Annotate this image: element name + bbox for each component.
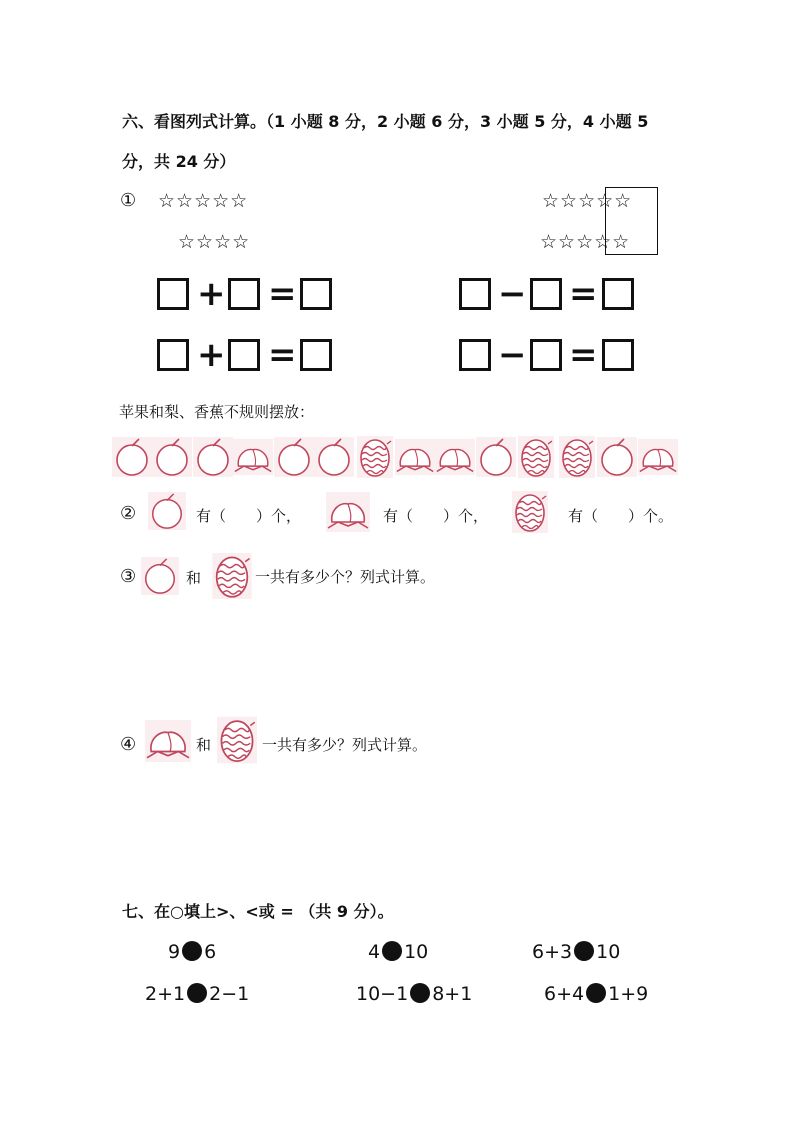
q1-highlight-frame [605,187,658,255]
compare-left: 6+3 [532,941,573,963]
apple-icon [193,436,233,478]
compare-left: 9 [168,941,181,963]
melon-icon [217,716,257,764]
q4-and: 和 [196,736,212,754]
q1-label: ① [120,190,137,211]
equals-sign: = [268,335,297,375]
compare-item [145,983,249,1005]
melon-icon [212,553,252,599]
compare-right: 1+9 [608,983,649,1005]
melon-icon [355,436,395,478]
apple-icon [597,436,637,478]
apple-icon [274,436,314,478]
apple-icon [314,436,354,478]
compare-left: 4 [368,941,381,963]
plus-sign: + [197,274,226,314]
compare-circle[interactable] [574,941,594,961]
compare-circle[interactable] [182,941,202,961]
answer-box[interactable] [530,278,562,310]
answer-box[interactable] [602,339,634,371]
q3-and: 和 [186,569,202,587]
q2-peach-count-text: 有（ ）个， [383,507,489,525]
equals-sign: = [569,274,598,314]
minus-sign: − [498,274,527,314]
peach-icon [144,720,192,762]
answer-box[interactable] [300,339,332,371]
melon-icon [557,436,597,478]
peach-icon [395,436,435,478]
q2-melon-count-text: 有（ ）个。 [568,507,674,525]
apple-icon [148,492,186,530]
q3-question: 一共有多少个？列式计算。 [255,568,436,586]
equals-sign: = [268,274,297,314]
peach-icon [638,436,678,478]
section6-title-line2: 分，共 24 分） [122,152,236,171]
plus-sign: + [197,335,226,375]
answer-box[interactable] [300,278,332,310]
minus-sign: − [498,335,527,375]
q3-label: ③ [120,566,137,587]
fruit-row [112,436,678,478]
q1-left-stars-row2: ☆☆☆☆ [178,231,251,253]
q4-label: ④ [120,734,137,755]
section7-title: 七、在○填上>、<或 = （共 9 分）。 [122,902,394,921]
compare-item [544,983,648,1005]
q1-left-stars-row1: ☆☆☆☆☆ [158,190,249,212]
answer-box[interactable] [228,278,260,310]
compare-right: 10 [404,941,429,963]
compare-circle[interactable] [586,983,606,1003]
apple-icon [112,436,152,478]
q1-right-stars-row1: ☆☆☆☆☆ [542,190,633,212]
q2-label: ② [120,503,137,524]
peach-icon [435,436,475,478]
compare-circle[interactable] [382,941,402,961]
compare-left: 6+4 [544,983,585,1005]
apple-icon [152,436,192,478]
compare-item [368,941,428,963]
compare-item [356,983,472,1005]
section6-title-line1: 六、看图列式计算。（1 小题 8 分，2 小题 6 分，3 小题 5 分，4 小题 5 [122,112,649,131]
q4-question: 一共有多少？列式计算。 [262,736,428,754]
q2-apple-count-text: 有（ ）个， [196,507,302,525]
answer-box[interactable] [459,278,491,310]
compare-left: 2+1 [145,983,186,1005]
equals-sign: = [569,335,598,375]
compare-right: 8+1 [432,983,473,1005]
apple-icon [141,556,179,596]
compare-right: 6 [204,941,217,963]
melon-icon [516,436,556,478]
compare-circle[interactable] [410,983,430,1003]
answer-box[interactable] [530,339,562,371]
peach-icon [233,436,273,478]
answer-box[interactable] [602,278,634,310]
compare-right: 2−1 [209,983,250,1005]
melon-icon [512,490,548,534]
answer-box[interactable] [157,278,189,310]
compare-item [168,941,216,963]
compare-circle[interactable] [187,983,207,1003]
peach-icon [326,492,370,532]
compare-left: 10−1 [356,983,409,1005]
compare-item [532,941,620,963]
apple-icon [476,436,516,478]
q1-right-stars-row2: ☆☆☆☆☆ [540,231,631,253]
answer-box[interactable] [228,339,260,371]
answer-box[interactable] [157,339,189,371]
answer-box[interactable] [459,339,491,371]
fruit-intro: 苹果和梨、香蕉不规则摆放： [119,403,315,421]
compare-right: 10 [596,941,621,963]
